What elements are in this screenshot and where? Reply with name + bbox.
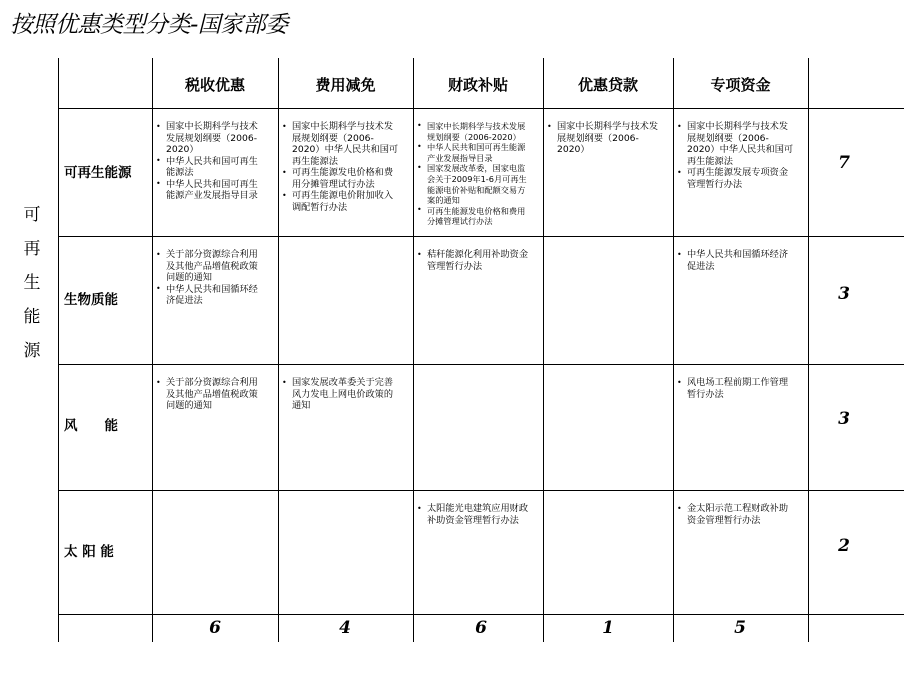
row-count: 7 <box>838 153 850 173</box>
side-label-char: 生 <box>23 273 41 293</box>
column-total: 6 <box>209 618 221 638</box>
column-total: 1 <box>602 618 614 638</box>
table-line <box>673 58 674 642</box>
table-line <box>58 108 904 109</box>
policy-item: • 中华人民共和国循环经济促进法 <box>677 249 796 272</box>
table-line <box>278 58 279 642</box>
policy-item: • 中华人民共和国可再生能源产业发展指导目录 <box>156 179 266 202</box>
policy-item: • 金太阳示范工程财政补助资金管理暂行办法 <box>677 503 796 526</box>
table-line <box>58 236 904 237</box>
table-line <box>152 58 153 642</box>
row-count: 2 <box>838 536 850 556</box>
side-label-char: 源 <box>23 341 41 361</box>
policy-list <box>677 121 796 190</box>
policy-item: • 可再生能源发电价格和费用分摊管理试行办法 <box>282 167 401 190</box>
policy-list <box>156 377 266 412</box>
table-line <box>58 364 904 365</box>
policy-list <box>677 249 796 272</box>
row-count: 3 <box>838 284 850 304</box>
column-header-loan: 优惠贷款 <box>577 75 638 94</box>
policy-list <box>677 377 796 400</box>
policy-item: • 关于部分资源综合利用及其他产品增值税政策问题的通知 <box>156 249 266 284</box>
policy-item: • 国家中长期科学与技术发展规划纲要（2006-2020）中华人民共和国可再生能源法 <box>677 121 796 167</box>
column-header-tax: 税收优惠 <box>184 75 245 94</box>
policy-item: • 中华人民共和国循环经济促进法 <box>156 284 266 307</box>
side-label-char: 再 <box>23 239 41 259</box>
policy-item: • 秸秆能源化利用补助资金管理暂行办法 <box>417 249 531 272</box>
table-line <box>808 58 809 642</box>
column-total: 4 <box>339 618 351 638</box>
policy-item: • 中华人民共和国可再生能源产业发展指导目录 <box>417 142 531 163</box>
table-line <box>58 614 904 615</box>
policy-list <box>417 121 531 227</box>
policy-item: • 国家中长期科学与技术发展规划纲要（2006-2020） <box>547 121 661 156</box>
column-header-fund: 专项资金 <box>710 75 771 94</box>
policy-list <box>547 121 661 156</box>
row-header-renewable: 可再生能源 <box>64 165 132 181</box>
table-line <box>58 490 904 491</box>
policy-item: • 国家中长期科学与技术发展规划纲要（2006-2020）中华人民共和国可再生能源法 <box>282 121 401 167</box>
policy-item: • 可再生能源发电价格和费用分摊管理试行办法 <box>417 206 531 227</box>
column-header-fee: 费用减免 <box>315 75 376 94</box>
policy-item: • 风电场工程前期工作管理暂行办法 <box>677 377 796 400</box>
policy-list <box>417 249 531 272</box>
policy-item: • 国家中长期科学与技术发展规划纲要（2006-2020） <box>156 121 266 156</box>
row-header-solar: 太 阳 能 <box>64 544 114 560</box>
policy-item: • 国家中长期科学与技术发展规划纲要（2006-2020） <box>417 121 531 142</box>
policy-item: • 关于部分资源综合利用及其他产品增值税政策问题的通知 <box>156 377 266 412</box>
table-line <box>543 58 544 642</box>
table-line <box>413 58 414 642</box>
policy-item: • 国家发展改革委关于完善风力发电上网电价政策的通知 <box>282 377 401 412</box>
policy-list <box>156 249 266 307</box>
column-total: 6 <box>475 618 487 638</box>
row-count: 3 <box>838 409 850 429</box>
row-header-wind: 风 能 <box>64 418 118 434</box>
column-header-subsidy: 财政补贴 <box>447 75 508 94</box>
side-label-char: 能 <box>23 307 41 327</box>
policy-list <box>282 377 401 412</box>
policy-list <box>156 121 266 202</box>
row-header-biomass: 生物质能 <box>64 292 118 308</box>
policy-item: • 可再生能源电价附加收入调配暂行办法 <box>282 190 401 213</box>
policy-list <box>417 503 531 526</box>
table-line <box>58 58 59 642</box>
side-label-char: 可 <box>23 205 41 225</box>
policy-list <box>282 121 401 213</box>
policy-item: • 中华人民共和国可再生能源法 <box>156 156 266 179</box>
policy-list <box>677 503 796 526</box>
policy-item: • 可再生能源发展专项资金管理暂行办法 <box>677 167 796 190</box>
page-title: 按照优惠类型分类-国家部委 <box>10 12 288 38</box>
policy-item: • 国家发展改革委，国家电监会关于2009年1-6月可再生能源电价补贴和配额交易方案的通知 <box>417 163 531 205</box>
policy-item: • 太阳能光电建筑应用财政补助资金管理暂行办法 <box>417 503 531 526</box>
column-total: 5 <box>734 618 746 638</box>
